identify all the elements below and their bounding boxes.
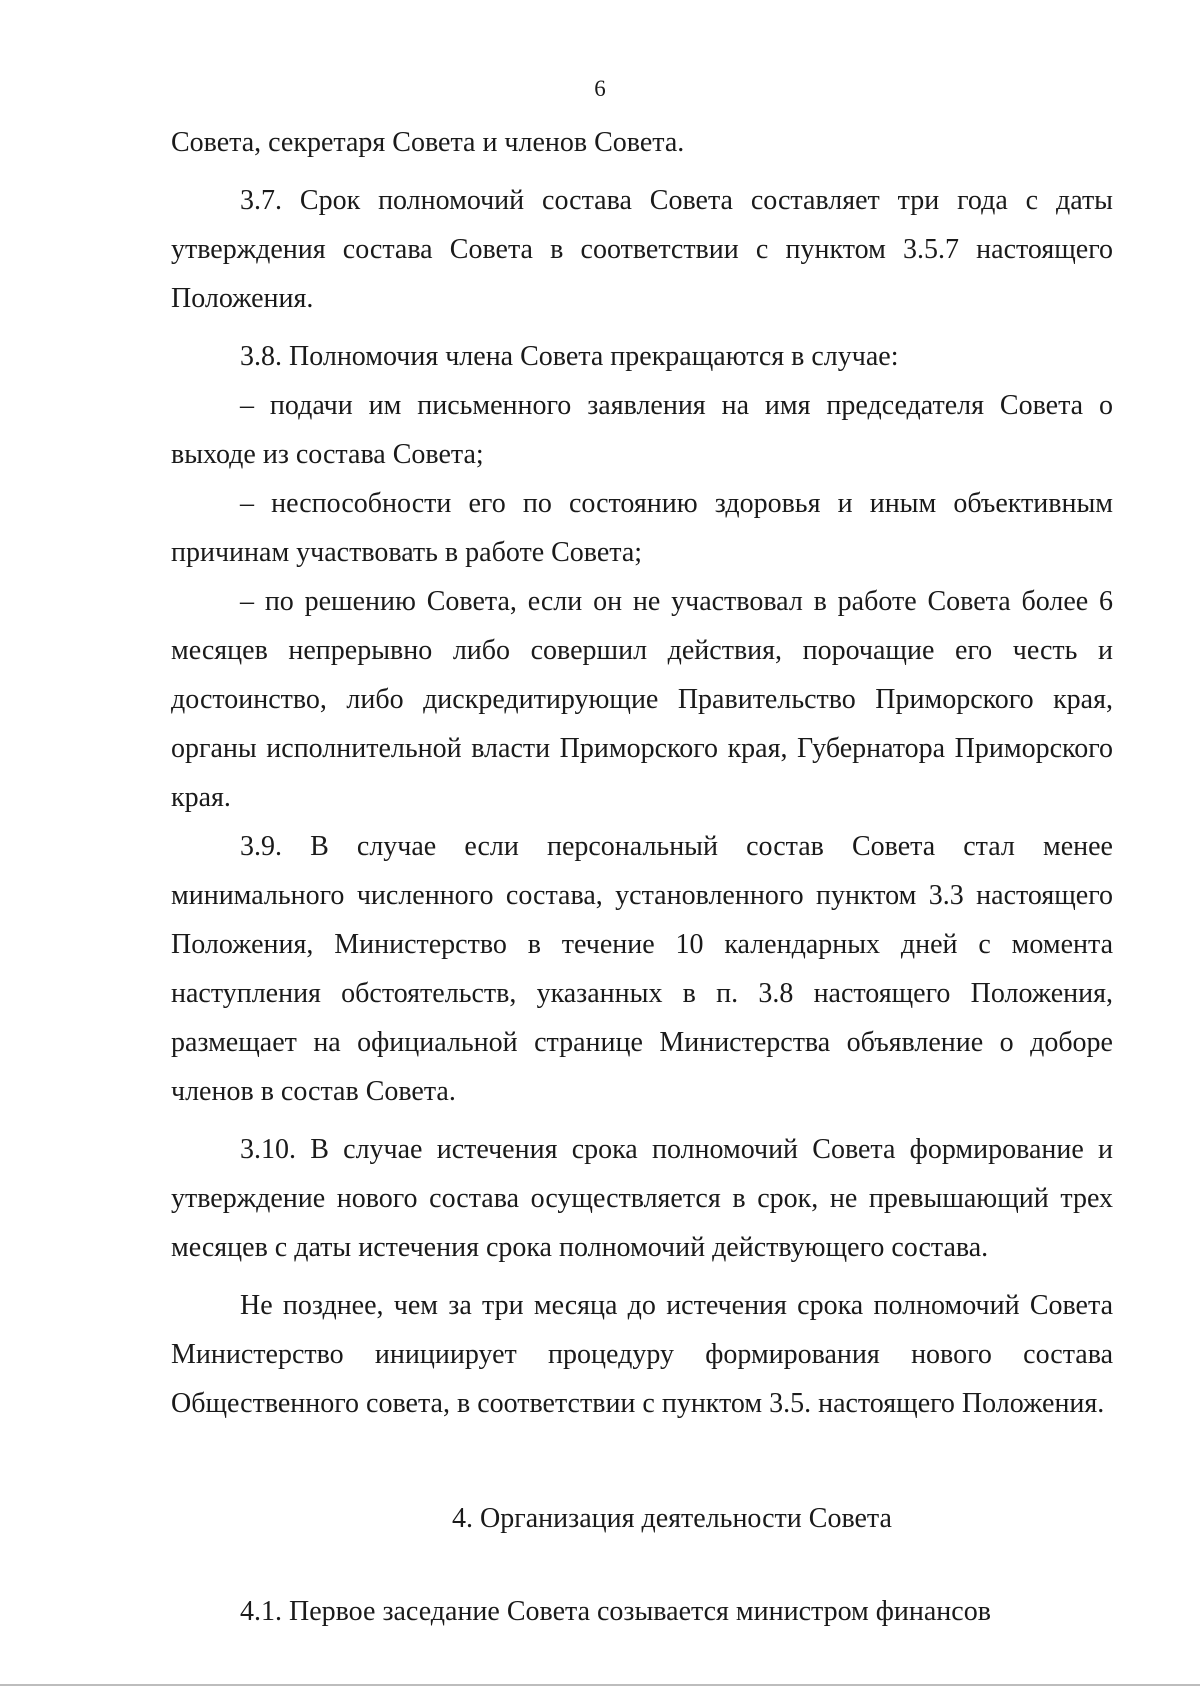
paragraph-continuation: Совета, секретаря Совета и членов Совета. (171, 127, 685, 158)
scan-edge-line (0, 1684, 1200, 1686)
document-body (171, 118, 1113, 1636)
paragraph-3-10: 3.10. В случае истечения срока полномочий Совета формирование и утверждение нового состава осуществляется в срок, не превышающий трех месяцев с даты истечения срока полномочий действующего состава. (171, 1134, 1113, 1263)
list-item-1: – подачи им письменного заявления на имя председателя Совета о выходе из состава Совета; (171, 390, 1113, 470)
paragraph-3-7: 3.7. Срок полномочий состава Совета составляет три года с даты утверждения состава Совета в соответствии с пунктом 3.5.7 настоящего Положения. (171, 185, 1113, 314)
paragraph-deadline: Не позднее, чем за три месяца до истечения срока полномочий Совета Министерство инициирует процедуру формирования нового состава Общественного совета, в соответствии с пунктом 3.5. настоящего Положения. (171, 1290, 1113, 1419)
list-item-3: – по решению Совета, если он не участвовал в работе Совета более 6 месяцев непрерывно либо совершил действия, порочащие его честь и достоинство, либо дискредитирующие Правительство Приморского края, органы исполнительной власти Приморского края, Губернатора Приморского края. (171, 586, 1113, 813)
page-number: 6 (594, 76, 606, 101)
paragraph-4-1: 4.1. Первое заседание Совета созывается министром финансов (240, 1596, 991, 1627)
section-heading: 4. Организация деятельности Совета (452, 1503, 892, 1534)
list-item-2: – неспособности его по состоянию здоровья и иным объективным причинам участвовать в работе Совета; (171, 488, 1113, 568)
paragraph-3-8: 3.8. Полномочия члена Совета прекращаются в случае: (240, 341, 899, 372)
paragraph-3-9: 3.9. В случае если персональный состав Совета стал менее минимального численного состава, установленного пунктом 3.3 настоящего Положения, Министерство в течение 10 календарных дней с момента наступления обстоятельств, указанных в п. 3.8 настоящего Положения, размещает на официальной странице Министерства объявление о доборе членов в состав Совета. (171, 831, 1113, 1107)
